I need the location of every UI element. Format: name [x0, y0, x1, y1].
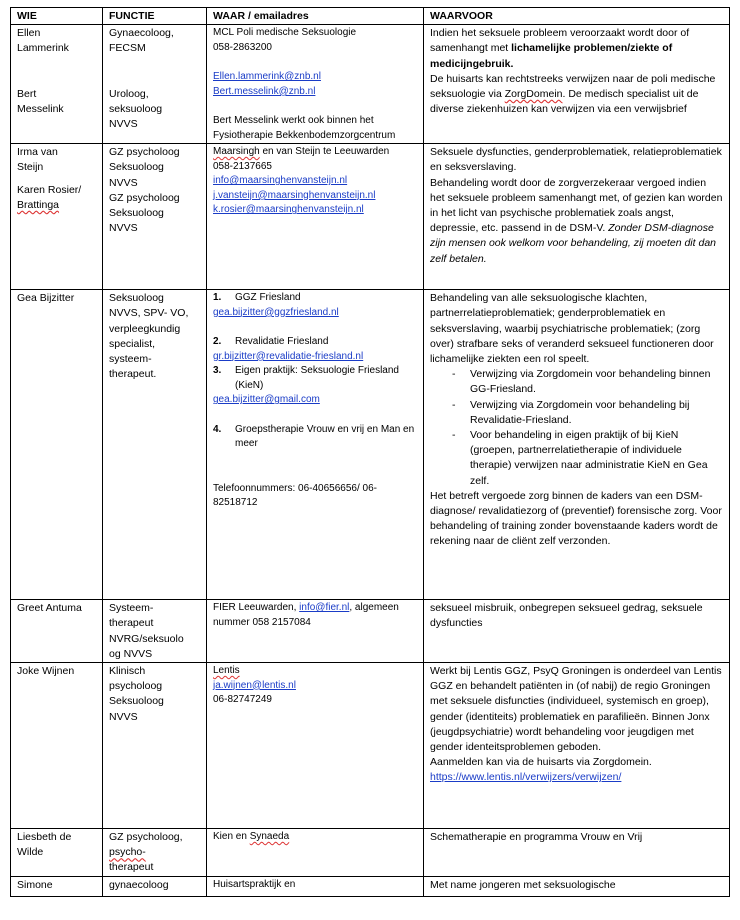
phone-number: 06-82747249	[213, 694, 272, 706]
cell-waar	[207, 877, 424, 897]
function-line: GZ psycholoog	[109, 146, 180, 159]
list-item: - Voor behandeling in eigen praktijk of bij KieN (groepen, partnerrelatietherapie of individuele therapie) verwijzen naar administratie KieN en Gea zelf.	[430, 428, 723, 489]
person-name: Karen Rosier/	[17, 183, 82, 196]
description-italic: Zonder DSM-diagnose zijn mensen ook welkom voor behandeling, zij moeten dit dan zelf betalen.	[430, 222, 716, 265]
function-line: seksuoloog	[109, 102, 163, 115]
description-text: Werkt bij Lentis GGZ, PsyQ Groningen is onderdeel van Lentis GGZ en behandelt patiënten in (of nabij) de regio Groningen met seksuele disfuncties (individueel, systemisch en groep), gender (identiteits) problematiek en parafilieën. Binnen Jonx (jeugdpsychiatrie) wordt behandeling voor jeugdigen met gender identeitsproblemen geboden.	[430, 665, 722, 754]
function-line: gynaecoloog	[109, 879, 169, 892]
function-line: GZ psycholoog,	[109, 831, 183, 844]
location-text: Lentis	[213, 665, 240, 677]
function-line: NVVS	[109, 118, 138, 131]
location-text: Synaeda	[249, 831, 290, 843]
phone-number: , algemeen nummer 058 2157084	[213, 602, 399, 628]
cell-wie	[11, 663, 103, 829]
person-name: Bert Messelink	[17, 87, 64, 115]
description-text: Seksuele dysfuncties, genderproblematiek, relatieproblematiek en seksverslaving.	[430, 146, 722, 174]
function-line: therapeut	[109, 617, 154, 630]
list-item: - Verwijzing via Zorgdomein voor behandeling binnen GG-Friesland.	[430, 367, 723, 397]
location-text: en van Steijn te Leeuwarden	[259, 146, 390, 158]
description-text: De huisarts kan rechtstreeks verwijzen naar de poli medische seksuologie via	[430, 72, 716, 101]
email-link[interactable]: info@fier.nl	[299, 602, 350, 614]
email-link[interactable]: gr.bijzitter@revalidatie-friesland.nl	[213, 350, 364, 362]
email-link[interactable]: Bert.messelink@znb.nl	[213, 85, 316, 97]
cell-functie	[103, 290, 207, 600]
function-line: NVRG/seksuolo	[109, 632, 184, 645]
description-text: Het betreft vergoede zorg binnen de kaders van een DSM-diagnose/ revalidatiezorg of (preventief) forensische zorg. Voor behandeling of training zonder bovenstaande kaders wordt de rekening naar de cliënt zelf verzonden.	[430, 489, 722, 548]
phone-number: 058-2137665	[213, 160, 272, 172]
cell-waarvoor	[424, 663, 730, 829]
table-row	[11, 877, 730, 897]
cell-wie	[11, 877, 103, 897]
table-row	[11, 829, 730, 877]
cell-functie	[103, 25, 207, 144]
description-text: . De medisch specialist uit de diverse ziekenhuizen kan verwijzen via een verwijsbrief	[430, 88, 699, 116]
location-text: Huisartspraktijk en	[213, 879, 296, 891]
function-line: Seksuoloog	[109, 695, 164, 708]
function-line: NVVS	[109, 222, 138, 235]
function-line: therapeut	[109, 861, 154, 874]
description-text: seksueel misbruik, onbegrepen seksueel gedrag, seksuele dysfuncties	[430, 602, 703, 630]
cell-waar	[207, 663, 424, 829]
list-number: 4.	[213, 423, 222, 435]
person-name: Liesbeth de Wilde	[17, 831, 72, 859]
phone-number: Telefoonnummers: 06-40656656/ 06- 82518712	[213, 482, 377, 509]
email-link[interactable]: Ellen.lammerink@znb.nl	[213, 71, 321, 83]
list-number: 2.	[213, 336, 222, 348]
function-line: therapeut.	[109, 368, 157, 381]
website-link[interactable]: https://www.lentis.nl/verwijzers/verwijzen/	[430, 771, 622, 784]
list-number: 1.	[213, 292, 222, 304]
list-number: 3.	[213, 365, 222, 377]
cell-wie	[11, 144, 103, 290]
person-name: Gea Bijzitter	[17, 292, 75, 305]
function-line: Seksuoloog	[109, 207, 164, 220]
person-name: Brattinga	[17, 198, 60, 211]
person-name: Joke Wijnen	[17, 665, 75, 678]
description-text: Aanmelden kan via de huisarts via Zorgdomein.	[430, 756, 652, 769]
cell-waarvoor	[424, 290, 730, 600]
cell-waar	[207, 829, 424, 877]
description-text: Indien het seksuele probleem veroorzaakt wordt door of samenhangt met	[430, 27, 690, 55]
location-text: MCL Poli medische Seksuologie	[213, 27, 357, 39]
list-item: - Verwijzing via Zorgdomein voor behandeling bij Revalidatie-Friesland.	[430, 398, 723, 428]
description-text: Behandeling wordt door de zorgverzekeraar vergoed indien het seksuele probleem samenhangt met, of gezien kan worden in het licht van psychische problematiek zoals angst, depressie, etc. passend in de DSM-V.	[430, 176, 723, 235]
location-text: FIER Leeuwarden,	[213, 602, 300, 614]
function-line: psycho-	[109, 846, 146, 859]
table-row	[11, 290, 730, 600]
header-row	[11, 8, 730, 25]
function-line: systeem-	[109, 353, 152, 366]
cell-waarvoor	[424, 600, 730, 663]
function-line: psycholoog	[109, 680, 163, 693]
cell-waar	[207, 25, 424, 144]
email-link[interactable]: j.vansteijn@maarsinghenvansteijn.nl	[213, 189, 376, 201]
header-waar: WAAR / emailadres	[207, 8, 424, 25]
location-text: GGZ Friesland	[235, 292, 301, 304]
person-name: Irma van Steijn	[17, 146, 58, 174]
function-line: NVVS	[109, 176, 138, 189]
function-line: specialist,	[109, 337, 156, 350]
cell-waar	[207, 144, 424, 290]
description-text: Behandeling van alle seksuologische klachten, partnerrelatieproblematiek; genderproblematiek en seksverslaving, waarbij psychiatrische problematiek; (zorg over) strafbare seks of veranderd seksueel functioneren door lichamelijke ziekten een rol speelt.	[430, 292, 714, 366]
note-text: Bert Messelink werkt ook binnen het Fysiotherapie Bekkenbodemzorgcentrum	[213, 115, 396, 141]
function-line: og NVVS	[109, 647, 153, 660]
cell-functie	[103, 877, 207, 897]
person-name: Ellen Lammerink	[17, 27, 69, 55]
cell-functie	[103, 144, 207, 290]
cell-wie	[11, 290, 103, 600]
location-text: Kien en	[213, 831, 250, 843]
function-line: FECSM	[109, 42, 146, 55]
cell-functie	[103, 829, 207, 877]
table-row	[11, 144, 730, 290]
function-line: GZ psycholoog	[109, 191, 180, 204]
description-text: ZorgDomein	[504, 88, 563, 101]
function-line: NVVS, SPV- VO,	[109, 307, 189, 320]
location-text: Maarsingh	[213, 146, 260, 158]
table-row	[11, 25, 730, 144]
person-name: Greet Antuma	[17, 602, 82, 615]
email-link[interactable]: info@maarsinghenvansteijn.nl	[213, 175, 348, 187]
function-line: Seksuoloog	[109, 161, 164, 174]
location-text: Groepstherapie Vrouw en vrij en Man en meer	[235, 423, 415, 450]
function-line: Seksuoloog	[109, 292, 164, 305]
function-line: Klinisch	[109, 665, 146, 678]
table-row	[11, 663, 730, 829]
header-waarvoor: WAARVOOR	[424, 8, 730, 25]
cell-wie	[11, 829, 103, 877]
cell-waarvoor	[424, 25, 730, 144]
cell-wie	[11, 25, 103, 144]
email-link[interactable]: k.rosier@maarsinghenvansteijn.nl	[213, 204, 364, 216]
function-line: Uroloog,	[109, 87, 149, 100]
header-functie: FUNCTIE	[103, 8, 207, 25]
table-row	[11, 600, 730, 663]
cell-waar	[207, 290, 424, 600]
cell-waarvoor	[424, 829, 730, 877]
referral-table	[10, 7, 730, 897]
person-name: Simone	[17, 879, 53, 892]
cell-wie	[11, 600, 103, 663]
cell-waarvoor	[424, 144, 730, 290]
cell-functie	[103, 663, 207, 829]
cell-waarvoor	[424, 877, 730, 897]
cell-functie	[103, 600, 207, 663]
email-link[interactable]: gea.bijzitter@gmail.com	[213, 394, 320, 406]
location-text: Revalidatie Friesland	[235, 336, 329, 348]
description-bold: lichamelijke problemen/ziekte of medicijngebruik.	[430, 42, 673, 70]
description-text: Met name jongeren met seksuologische	[430, 879, 616, 892]
phone-number: 058-2863200	[213, 41, 272, 53]
cell-waar	[207, 600, 424, 663]
function-line: Gynaecoloog,	[109, 27, 174, 40]
email-link[interactable]: gea.bijzitter@ggzfriesland.nl	[213, 306, 339, 318]
function-line: verpleegkundig	[109, 322, 181, 335]
email-link[interactable]: ja.wijnen@lentis.nl	[213, 679, 296, 691]
location-text: Eigen praktijk: Seksuologie Friesland (KieN)	[235, 365, 399, 391]
description-text: Schematherapie en programma Vrouw en Vrij	[430, 831, 643, 844]
function-line: Systeem-	[109, 602, 154, 615]
header-wie: WIE	[11, 8, 103, 25]
function-line: NVVS	[109, 710, 138, 723]
